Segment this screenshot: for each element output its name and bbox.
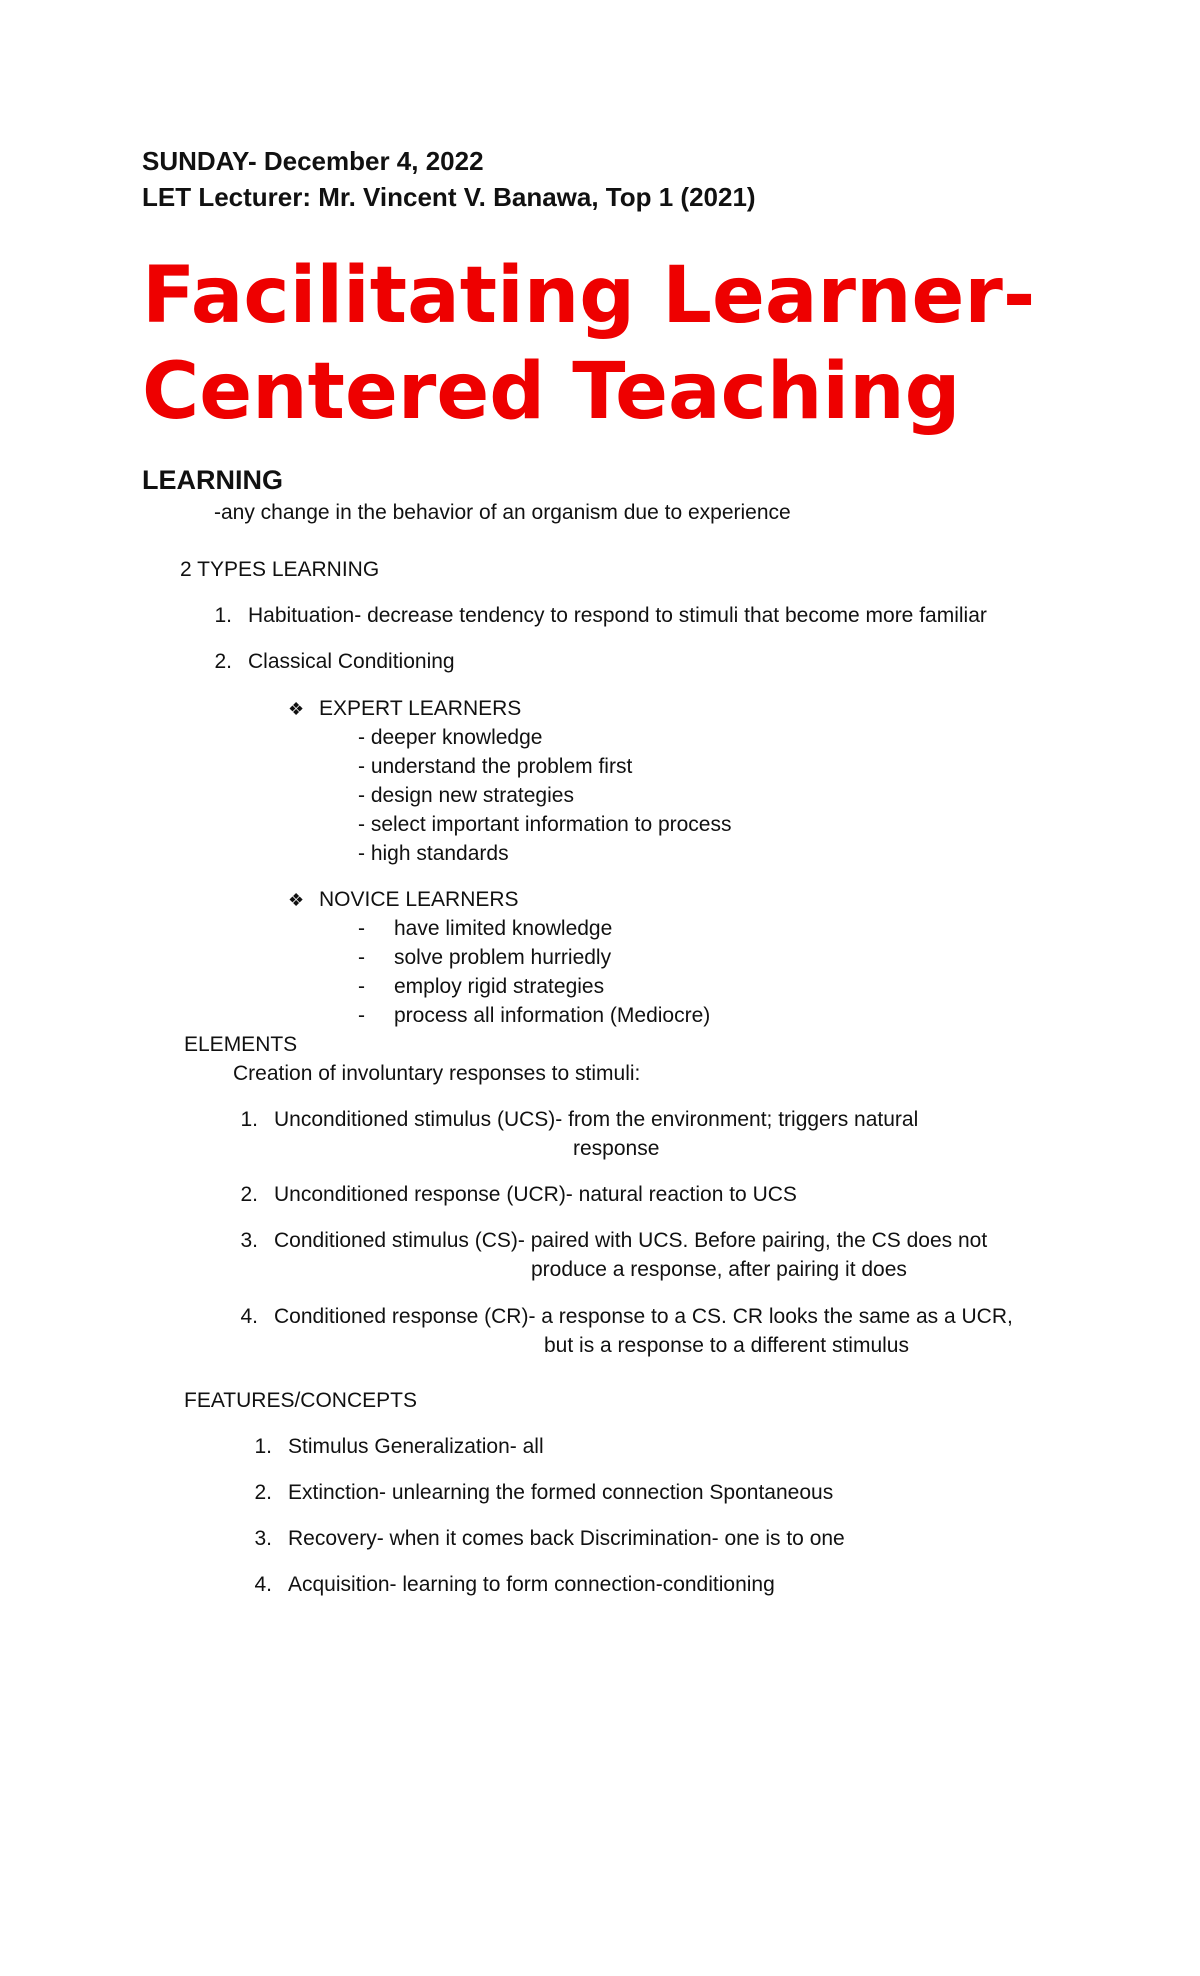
type-item-classical-conditioning: Classical Conditioning [248, 650, 455, 673]
novice-dash: - [358, 975, 365, 998]
expert-item: - select important information to process [358, 813, 732, 836]
element-number: 4. [240, 1305, 258, 1328]
element-item-ucs: Unconditioned stimulus (UCS)- from the environment; triggers natural [274, 1108, 919, 1131]
elements-heading: ELEMENTS [184, 1033, 298, 1056]
type-number: 1. [214, 604, 232, 627]
page-title-line-2: Centered Teaching [142, 347, 961, 437]
date-line: SUNDAY- December 4, 2022 [142, 146, 484, 176]
diamond-bullet-icon: ❖ [288, 890, 305, 910]
feature-item: Extinction- unlearning the formed connection Spontaneous [288, 1481, 834, 1504]
novice-item: solve problem hurriedly [394, 946, 612, 969]
feature-number: 1. [254, 1435, 272, 1458]
page-title-line-1: Facilitating Learner- [142, 251, 1036, 341]
element-number: 3. [240, 1229, 258, 1252]
element-item-ucr: Unconditioned response (UCR)- natural reaction to UCS [274, 1183, 797, 1206]
expert-item: - design new strategies [358, 784, 574, 807]
elements-intro: Creation of involuntary responses to stimuli: [233, 1062, 641, 1085]
expert-item: - deeper knowledge [358, 726, 543, 749]
element-item-cs-cont: produce a response, after pairing it does [531, 1258, 907, 1281]
learning-definition: -any change in the behavior of an organism due to experience [214, 501, 791, 524]
novice-dash: - [358, 1004, 365, 1027]
expert-item: - high standards [358, 842, 509, 865]
novice-item: employ rigid strategies [394, 975, 605, 998]
learning-heading: LEARNING [142, 465, 283, 495]
element-item-ucs-cont: response [573, 1137, 660, 1160]
novice-dash: - [358, 917, 365, 940]
diamond-bullet-icon: ❖ [288, 699, 305, 719]
novice-learners-heading: NOVICE LEARNERS [319, 888, 519, 911]
element-item-cr: Conditioned response (CR)- a response to a CS. CR looks the same as a UCR, [274, 1305, 1013, 1328]
feature-number: 3. [254, 1527, 272, 1550]
element-item-cr-cont: but is a response to a different stimulus [544, 1334, 909, 1357]
types-heading: 2 TYPES LEARNING [180, 558, 380, 581]
feature-item: Recovery- when it comes back Discrimination- one is to one [288, 1527, 845, 1550]
feature-number: 4. [254, 1573, 272, 1596]
features-heading: FEATURES/CONCEPTS [184, 1389, 417, 1412]
feature-item: Stimulus Generalization- all [288, 1435, 544, 1458]
feature-item: Acquisition- learning to form connection-conditioning [288, 1573, 775, 1596]
novice-item: have limited knowledge [394, 917, 613, 940]
novice-item: process all information (Mediocre) [394, 1004, 711, 1027]
element-number: 2. [240, 1183, 258, 1206]
novice-dash: - [358, 946, 365, 969]
expert-learners-heading: EXPERT LEARNERS [319, 697, 522, 720]
type-item-habituation: Habituation- decrease tendency to respond to stimuli that become more familiar [248, 604, 987, 627]
feature-number: 2. [254, 1481, 272, 1504]
type-number: 2. [214, 650, 232, 673]
lecturer-line: LET Lecturer: Mr. Vincent V. Banawa, Top 1 (2021) [142, 182, 756, 212]
expert-item: - understand the problem first [358, 755, 633, 778]
element-number: 1. [240, 1108, 258, 1131]
element-item-cs: Conditioned stimulus (CS)- paired with UCS. Before pairing, the CS does not [274, 1229, 988, 1252]
